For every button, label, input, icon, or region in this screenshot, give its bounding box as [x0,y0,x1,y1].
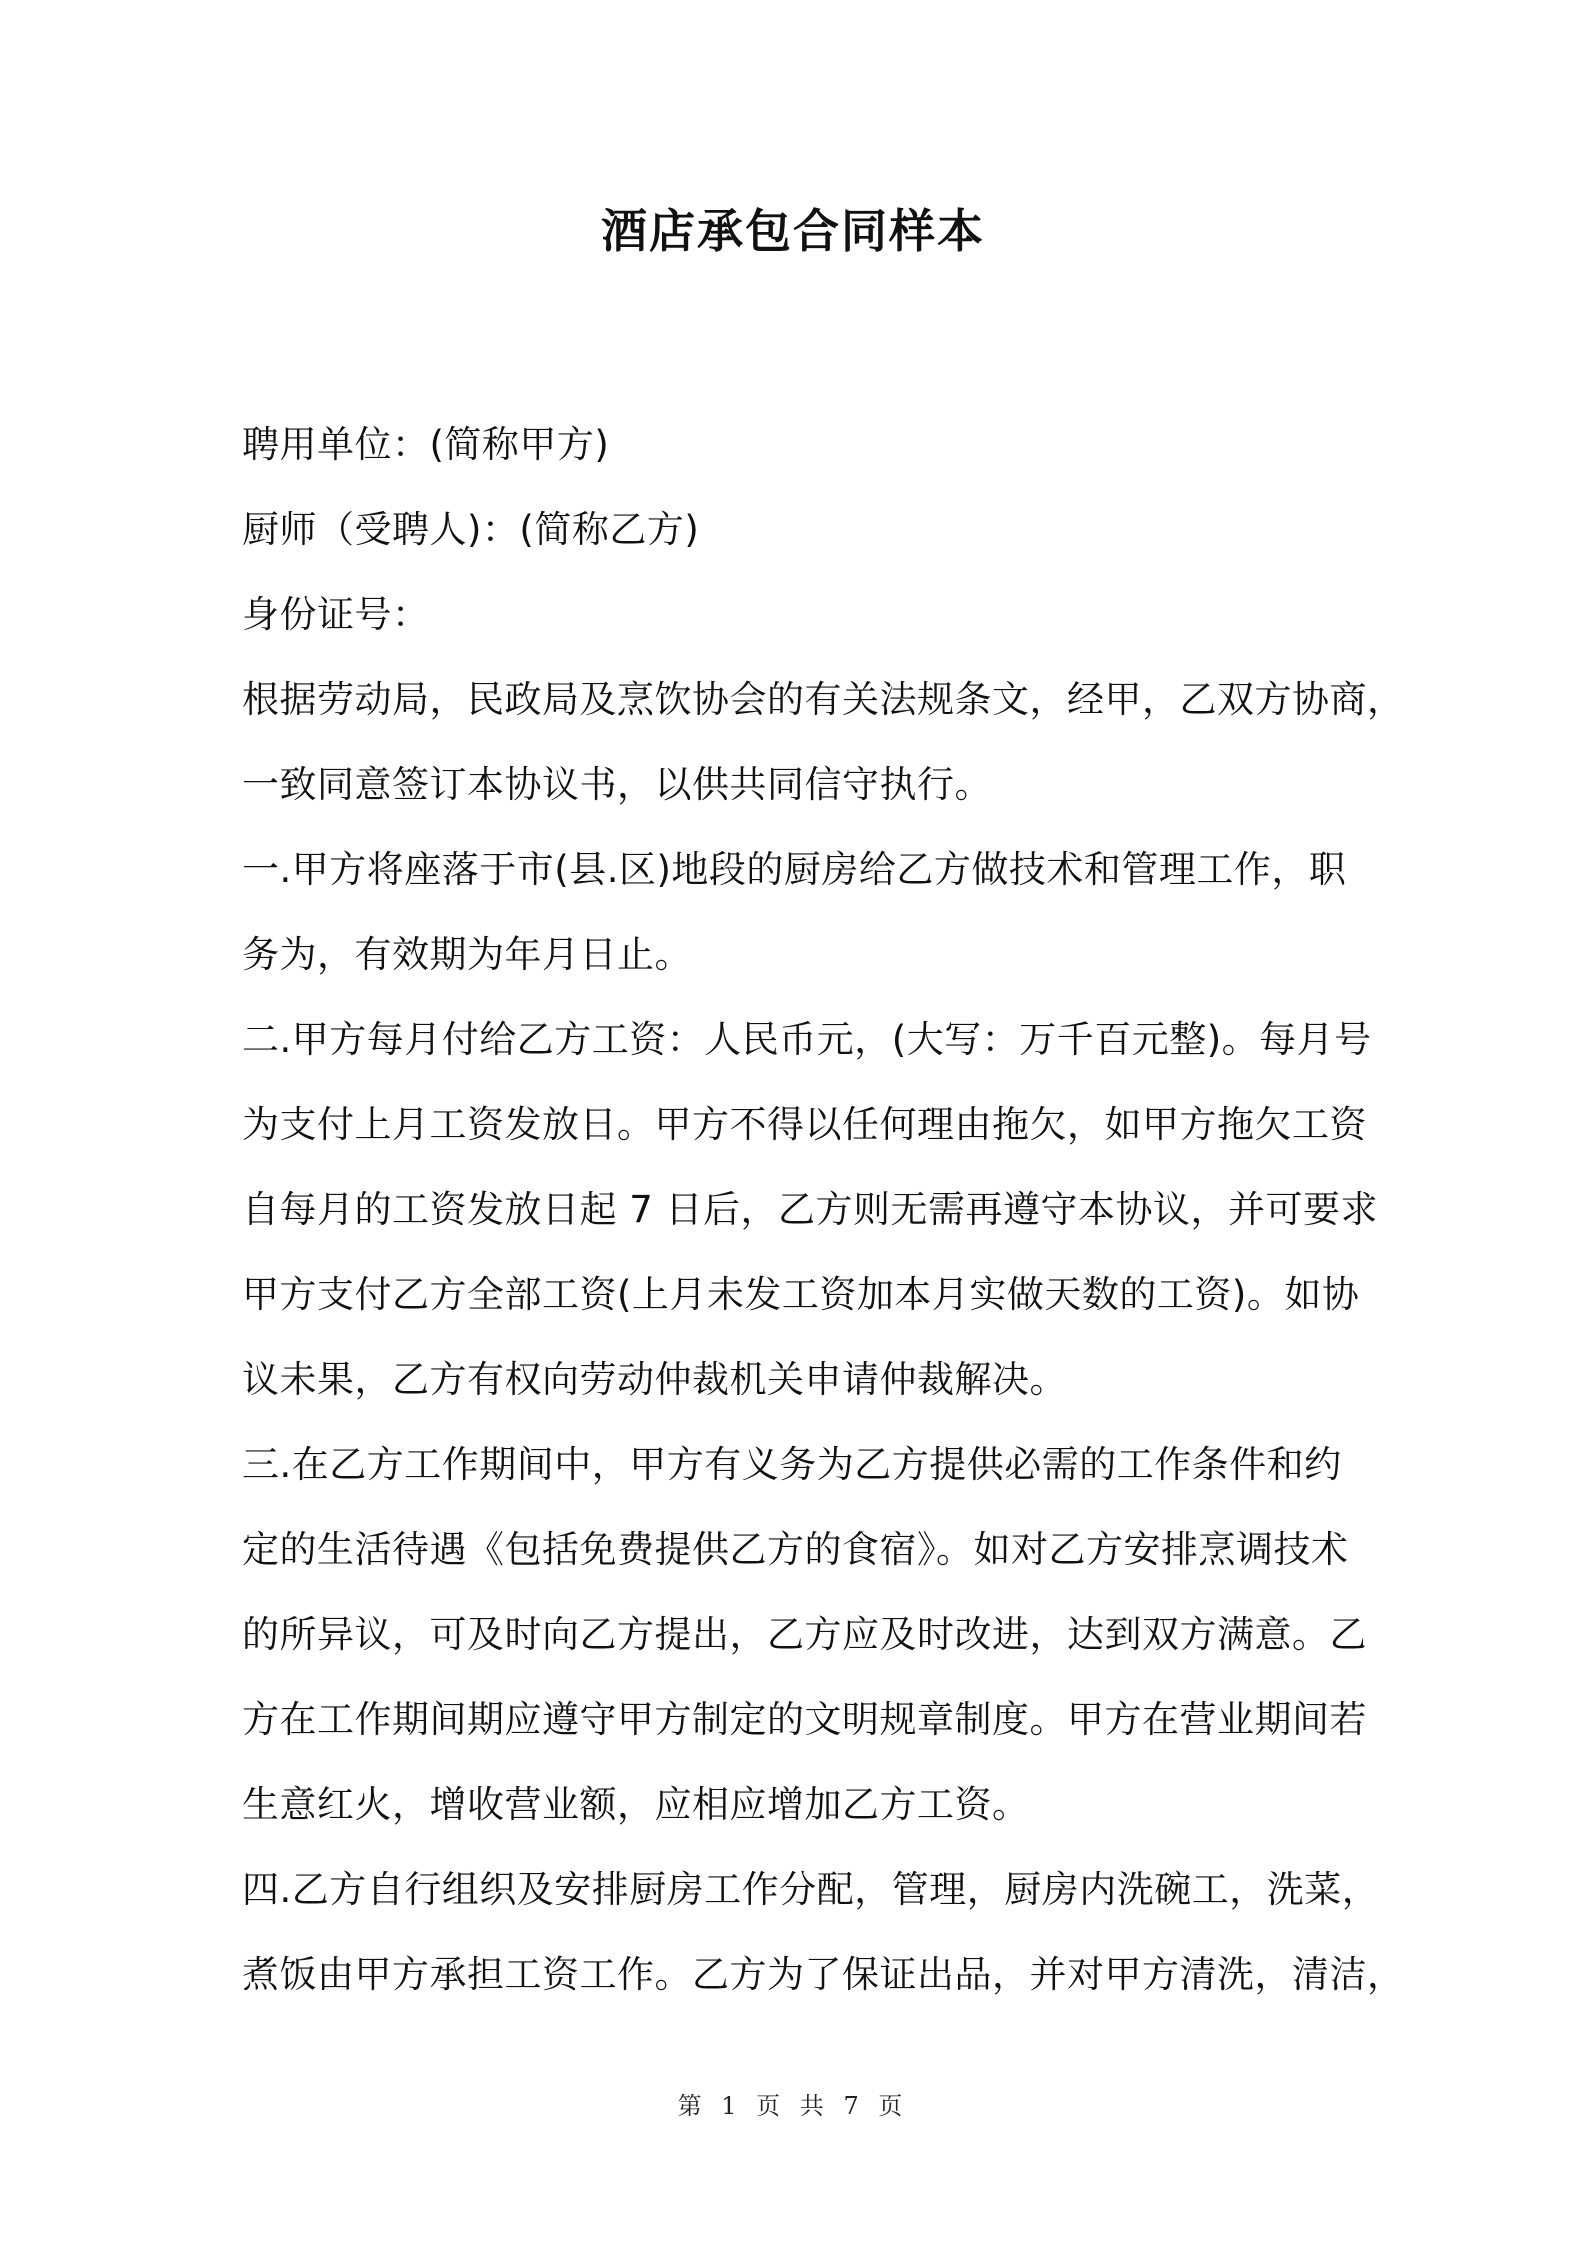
text-line: 的所异议，可及时向乙方提出，乙方应及时改进，达到双方满意。乙 [242,1613,1367,1656]
page-number-footer: 第 1 页 共 7 页 [677,2092,909,2120]
text-line: 一.甲方将座落于市(县.区)地段的厨房给乙方做技术和管理工作，职 [242,848,1347,891]
text-line: 根据劳动局，民政局及烹饮协会的有关法规条文，经甲，乙双方协商， [242,678,1405,721]
text-line: 二.甲方每月付给乙方工资：人民币元，(大写：万千百元整)。每月号 [242,1018,1372,1061]
text-line: 为支付上月工资发放日。甲方不得以任何理由拖欠，如甲方拖欠工资 [242,1103,1367,1146]
text-line: 定的生活待遇《包括免费提供乙方的食宿》。如对乙方安排烹调技术 [242,1528,1349,1571]
text-line: 一致同意签订本协议书，以供共同信守执行。 [242,763,992,806]
text-line: 身份证号： [242,593,430,636]
text-line: 自每月的工资发放日起 7 日后，乙方则无需再遵守本协议，并可要求 [242,1188,1379,1231]
text-line: 煮饭由甲方承担工资工作。乙方为了保证出品，并对甲方清洗，清洁， [242,1953,1405,1996]
document-body [242,402,1405,2017]
text-line: 聘用单位：(简称甲方) [242,423,610,466]
text-line: 议未果，乙方有权向劳动仲裁机关申请仲裁解决。 [242,1358,1067,1401]
document-title: 酒店承包合同样本 [601,204,985,258]
text-line: 方在工作期间期应遵守甲方制定的文明规章制度。甲方在营业期间若 [242,1698,1367,1741]
text-line: 三.在乙方工作期间中，甲方有义务为乙方提供必需的工作条件和约 [242,1443,1342,1486]
text-line: 甲方支付乙方全部工资(上月未发工资加本月实做天数的工资)。如协 [242,1273,1360,1316]
text-line: 生意红火，增收营业额，应相应增加乙方工资。 [242,1783,1030,1826]
text-line: 厨师（受聘人)：(简称乙方) [242,508,700,551]
text-line: 务为，有效期为年月日止。 [242,933,692,976]
text-line: 四.乙方自行组织及安排厨房工作分配，管理，厨房内洗碗工，洗菜， [242,1868,1380,1911]
